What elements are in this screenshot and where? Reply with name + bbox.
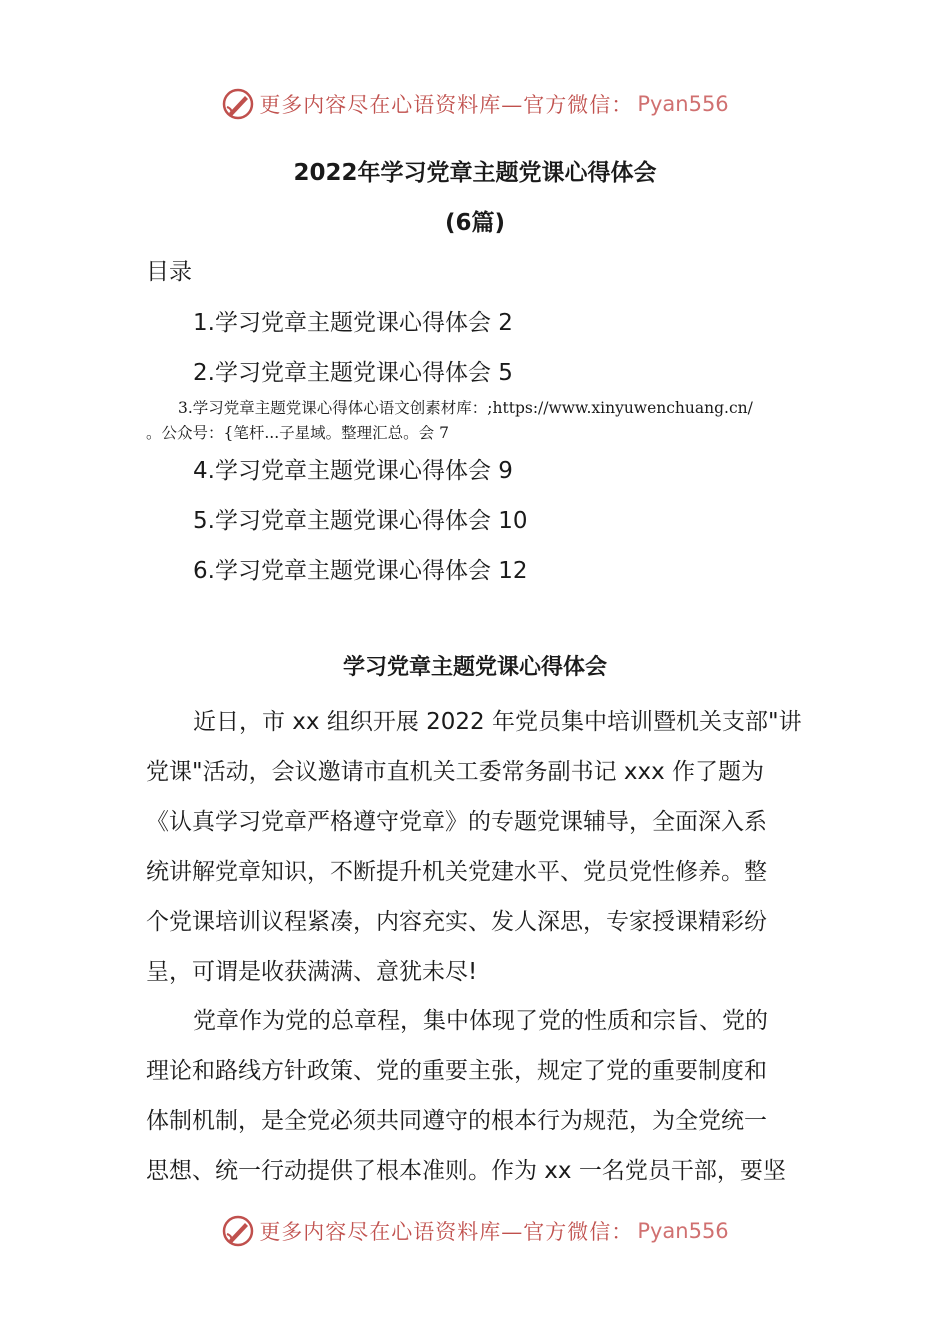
toc-item-3-line2[interactable]: 。公众号：{笔杆...子星域。整理汇总。会 7 (146, 424, 449, 442)
body-line: 党课"活动，会议邀请市直机关工委常务副书记 xxx 作了题为 (146, 759, 765, 785)
document-title: 2022年学习党章主题党课心得体会 (293, 160, 657, 186)
section-title: 学习党章主题党课心得体会 (342, 655, 607, 680)
document-subtitle: (6篇) (444, 210, 506, 236)
watermark-text: 更多内容尽在心语资料库—官方微信： (259, 1220, 634, 1244)
body-line: 近日，市 xx 组织开展 2022 年党员集中培训暨机关支部"讲 (193, 709, 802, 735)
toc-item-5[interactable]: 5.学习党章主题党课心得体会 10 (193, 508, 528, 534)
watermark-id: Pyan556 (637, 92, 729, 116)
body-line: 党章作为党的总章程，集中体现了党的性质和宗旨、党的 (193, 1008, 768, 1034)
toc-item-1[interactable]: 1.学习党章主题党课心得体会 2 (193, 310, 513, 336)
body-line: 体制机制，是全党必须共同遵守的根本行为规范，为全党统一 (146, 1108, 767, 1134)
pen-logo-icon (221, 1214, 255, 1248)
pen-logo-icon (221, 87, 255, 121)
body-line: 呈，可谓是收获满满、意犹未尽! (146, 959, 478, 985)
toc-item-6[interactable]: 6.学习党章主题党课心得体会 12 (193, 558, 528, 584)
body-line: 《认真学习党章严格遵守党章》的专题党课辅导，全面深入系 (146, 809, 767, 835)
body-line: 个党课培训议程紧凑，内容充实、发人深思，专家授课精彩纷 (146, 909, 767, 935)
watermark-bottom (0, 1211, 950, 1251)
watermark-id: Pyan556 (637, 1219, 729, 1243)
toc-item-3-line1[interactable]: 3.学习党章主题党课心得体心语文创素材库：;https://www.xinyuwenchuang.cn/ (178, 399, 753, 417)
watermark-text: 更多内容尽在心语资料库—官方微信： (259, 93, 634, 117)
toc-item-2[interactable]: 2.学习党章主题党课心得体会 5 (193, 360, 513, 386)
body-line: 理论和路线方针政策、党的重要主张，规定了党的重要制度和 (146, 1058, 767, 1084)
body-line: 思想、统一行动提供了根本准则。作为 xx 一名党员干部，要坚 (146, 1158, 786, 1184)
toc-heading: 目录 (146, 259, 192, 285)
watermark-top (0, 84, 950, 124)
toc-item-4[interactable]: 4.学习党章主题党课心得体会 9 (193, 458, 513, 484)
body-line: 统讲解党章知识，不断提升机关党建水平、党员党性修养。整 (146, 859, 767, 885)
